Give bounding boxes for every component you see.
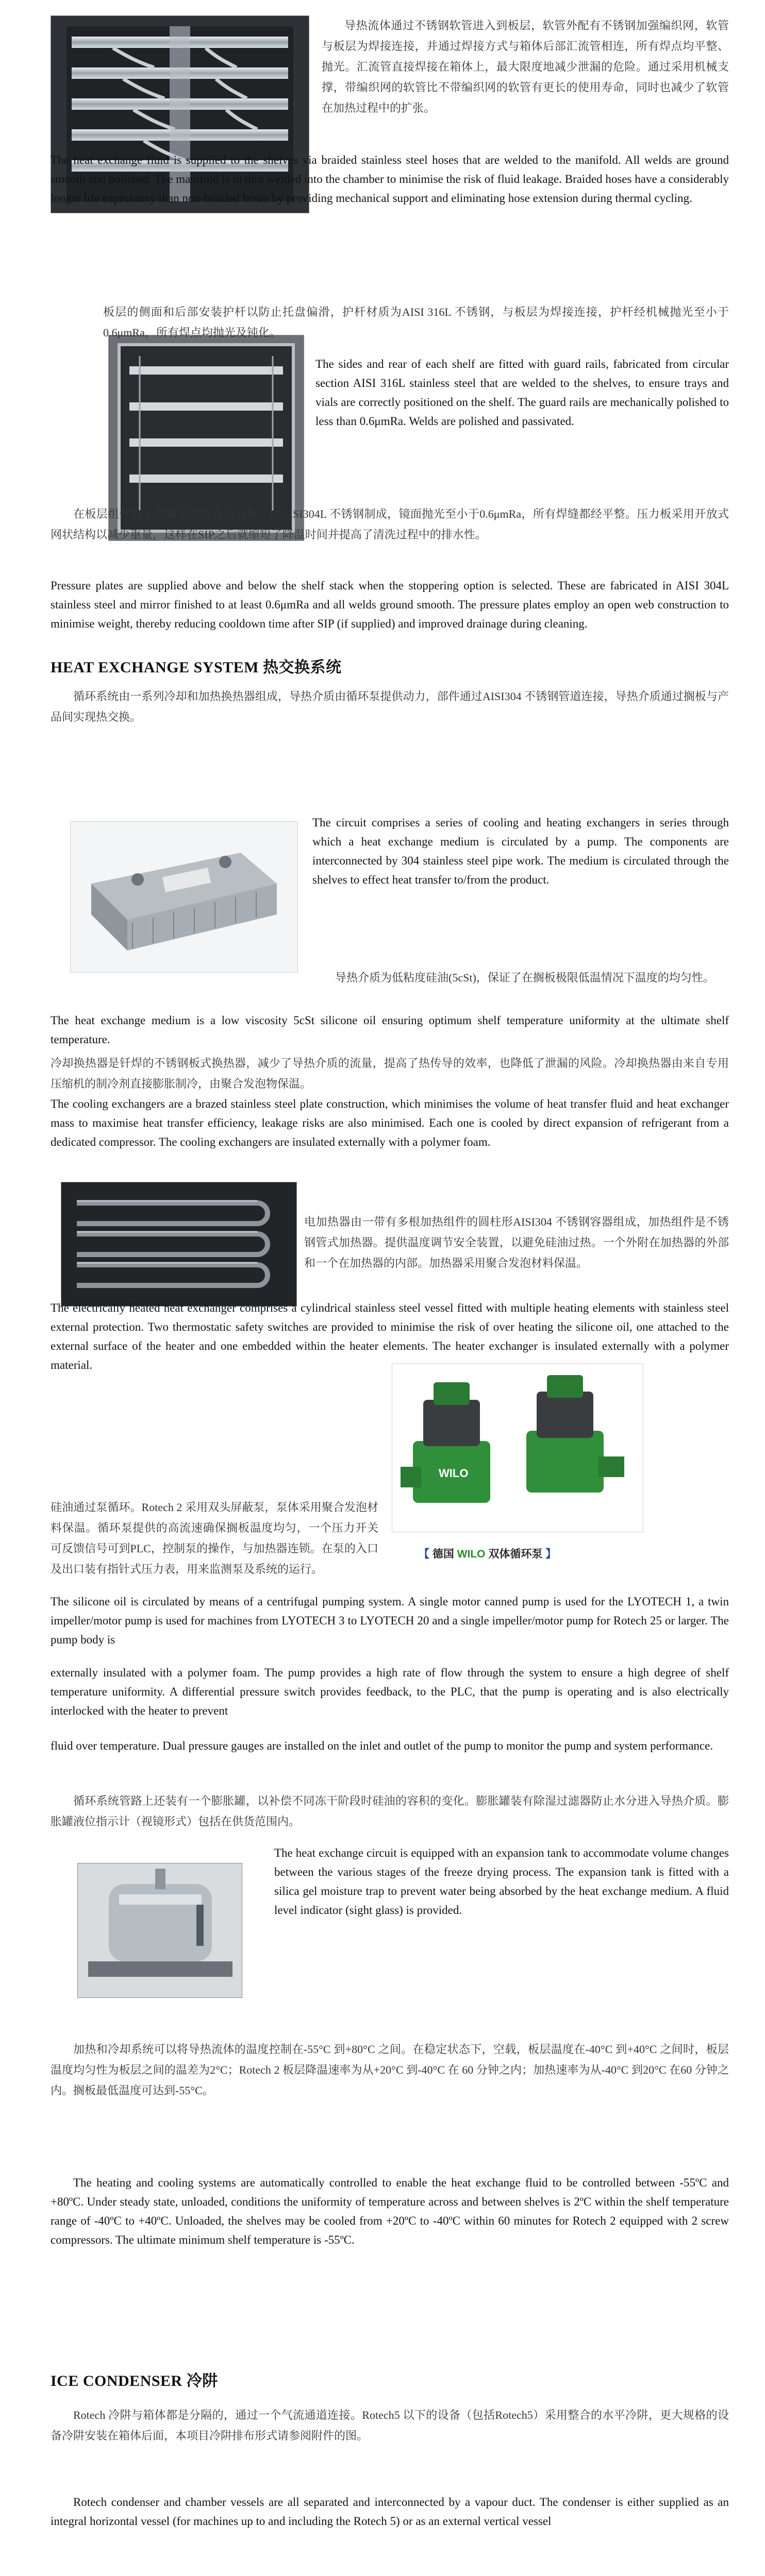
pump-en-paragraph-3: fluid over temperature. Dual pressure gauges are installed on the inlet and outlet of the pump to monitor the pump and system performance.: [51, 1739, 713, 1752]
medium-en-paragraph: The heat exchange medium is a low viscosity 5cSt silicone oil ensuring optimum shelf temperature uniformity at the ultimate shelf temperature.: [51, 1014, 729, 1046]
pump-caption-brand-zh: 德国: [432, 1548, 454, 1560]
heat-exchange-heading: HEAT EXCHANGE SYSTEM 热交换系统: [51, 659, 342, 676]
hoses-en-paragraph: The heat exchange fluid is supplied to the shelves via braided stainless steel hoses that are welded to the manifold. All welds are ground smooth and polished. The manifold is in turn welded into the chamber to minimise the risk of fluid leakage. Braided hoses have a considerably longer life expectancy than non-braided hoses by providing mechanical support and eliminating hose extension during thermal cycling.: [51, 154, 729, 205]
pump-caption-bracket-close: 】: [545, 1548, 557, 1560]
heater-zh-paragraph: 电加热器由一带有多根加热组件的圆柱形AISI304 不锈钢容器组成，加热组件是不锈钢管式加热器。提供温度调节安全装置，以避免硅油过热。一个外附在加热器的外部和一个在加热器的内部。加热器采用聚合发泡材料保温。: [304, 1215, 729, 1269]
hoses-zh-paragraph: 导热流体通过不锈钢软管进入到板层，软管外配有不锈钢加强编织网，软管与板层为焊接连接，并通过焊接方式与箱体后部汇流管相连，所有焊点均平整、抛光。汇流管直接焊接在箱体上，最大限度地减少泄漏的危险。通过采用机械支撑，带编织网的软管比不带编织网的软管有更长的使用寿命，同时也减少了软管在加热过程中的扩张。: [322, 19, 729, 114]
expansion-tank-photo: [77, 1863, 242, 1998]
pump-zh-paragraph: 硅油通过泵循环。Rotech 2 采用双头屏蔽泵，泵体采用聚合发泡材料保温。循环泵提供的高流速确保搁板温度均匀，一个压力开关可反馈信号可到PLC，控制泵的操作，与加热器连锁。在泵的入口及出口装有指针式压力表，用来监测泵及系统的运行。: [51, 1501, 378, 1575]
pump-illustration: [392, 1364, 643, 1532]
control-en-paragraph: The heating and cooling systems are automatically controlled to enable the heat exchange fluid to be controlled between -55ºC and +80ºC. Under steady state, unloaded, conditions the uniformity of temperature across and between shelves is 2ºC within the shelf temperature range of -40ºC to +40ºC. Unloaded, the shelves may be cooled from +20ºC to -40ºC within 60 minutes for Rotech 2 equipped with 2 screw compressors. The ultimate minimum shelf temperature is -55ºC.: [51, 2176, 729, 2246]
control-zh-paragraph: 加热和冷却系统可以将导热流体的温度控制在-55°C 到+80°C 之间。在稳定状态下，空载，板层温度在-40°C 到+40°C 之间时，板层温度均匀性为板层之间的温差为2°C；Rotech 2 板层降温速率为从+20°C 到-40°C 在 60 分钟之内；加热速率为从-40°C 到20°C 在60 分钟之内。搁板最低温度可达到-55°C。: [51, 2043, 729, 2097]
sides-en-paragraph: The sides and rear of each shelf are fitted with guard rails, fabricated from circular section AISI 316L stainless steel that are welded to the shelves, to ensure trays and vials are correctly positioned on the shelf. The guard rails are mechanically polished to less than 0.6μmRa. Welds are polished and passivated.: [315, 358, 729, 428]
wilo-pump-photo: [392, 1363, 643, 1532]
plate-exchanger-illustration: [71, 822, 297, 972]
pressure-en-paragraph: Pressure plates are supplied above and below the shelf stack when the stoppering option is selected. These are fabricated in AISI 304L stainless steel and mirror finished to at least 0.6μmRa and all welds ground smooth. The pressure plates employ an open web construction to minimise weight, thereby reducing cooldown time after SIP (if supplied) and improved drainage during cleaning.: [51, 579, 729, 630]
heater-illustration: [61, 1182, 296, 1306]
sides-zh-paragraph: 板层的侧面和后部安装护杆以防止托盘偏滑，护杆材质为AISI 316L 不锈钢，与板层为焊接连接，护杆经机械抛光至小于0.6μmRa，所有焊点均抛光及钝化。: [103, 306, 729, 339]
cooling-zh-paragraph: 冷却换热器是钎焊的不锈钢板式换热器，减少了导热介质的流量，提高了热传导的效率，也降低了泄漏的风险。冷却换热器由来自专用压缩机的制冷剂直接膨胀制冷，由聚合发泡物保温。: [51, 1057, 729, 1090]
cooling-en-paragraph: The cooling exchangers are a brazed stainless steel plate construction, which minimises the volume of heat transfer fluid and heat exchanger mass to maximise heat transfer efficiency, leakage risks are also minimised. Each one is cooled by direct expansion of refrigerant from a dedicated compressor. The cooling exchangers are insulated externally with a polymer foam.: [51, 1097, 729, 1148]
circuit-en-paragraph: The circuit comprises a series of cooling and heating exchangers in series through which a heat exchange medium is circulated by a pump. The components are interconnected by 304 stainless steel pipe work. The medium is circulated through the shelves to effect heat transfer to/from the product.: [312, 816, 729, 886]
condenser-en-paragraph: Rotech condenser and chamber vessels are all separated and interconnected by a vapour duct. The condenser is either supplied as an integral horizontal vessel (for machines up to and including the Rotech 5) or as an external vertical vessel: [51, 2496, 729, 2528]
ice-condenser-heading: ICE CONDENSER 冷阱: [51, 2372, 218, 2389]
heating-elements-photo: [61, 1182, 297, 1307]
plate-heat-exchanger-photo: [70, 821, 298, 973]
expansion-en-paragraph: The heat exchange circuit is equipped with an expansion tank to accommodate volume changes between the various stages of the freeze drying process. The expansion tank is fitted with a silica gel moisture trap to prevent water being absorbed by the heat exchange medium. A fluid level indicator (sight glass) is provided.: [274, 1846, 729, 1917]
expansion-zh-paragraph: 循环系统管路上还装有一个膨胀罐，以补偿不同冻干阶段时硅油的容积的变化。膨胀罐装有除湿过滤器防止水分进入导热介质。膨胀罐液位指示计（视镜形式）包括在供货范围内。: [51, 1794, 729, 1828]
pump-caption-brand: WILO: [457, 1548, 486, 1560]
heater-en-paragraph: The electrically heated heat exchanger comprises a cylindrical stainless steel vessel fitted with multiple heating elements with stainless steel external protection. Two thermostatic safety switches are provided to minimise the risk of over heating the silicone oil, one attached to the external surface of the heater and one embedded within the heater elements. The heater exchanger is insulated externally with a polymer material.: [51, 1301, 729, 1371]
expansion-tank-illustration: [78, 1863, 242, 1997]
pressure-zh-paragraph: 在板层组件的上部和下部装有压力板，由AISI304L 不锈钢制成，镜面抛光至小于0.6μmRa，所有焊缝都经平整。压力板采用开放式网状结构以减少重量，这样在SIP之后就缩短了降温时间并提高了清洗过程中的排水性。: [51, 507, 729, 541]
condenser-zh-paragraph: Rotech 冷阱与箱体都是分隔的，通过一个气流通道连接。Rotech5 以下的设备（包括Rotech5）采用整合的水平冷阱，更大规格的设备冷阱安装在箱体后面，本项目冷阱排布形式请参阅附件的图。: [51, 2409, 729, 2442]
pump-en-paragraph-1: The silicone oil is circulated by means of a centrifugal pumping system. A single motor canned pump is used for the LYOTECH 1, a twin impeller/motor pump is used for machines from LYOTECH 3 to LYOTECH 20 and a single impeller/motor pump for Rotech 25 or larger. The pump body is: [51, 1595, 729, 1646]
circuit-zh-paragraph: 循环系统由一系列冷却和加热换热器组成，导热介质由循环泵提供动力，部件通过AISI304 不锈钢管道连接，导热介质通过搁板与产品间实现热交换。: [51, 690, 729, 723]
medium-zh-paragraph: 导热介质为低粘度硅油(5cSt)，保证了在搁板极限低温情况下温度的均匀性。: [335, 971, 714, 984]
pump-caption-text: 双体循环泵: [488, 1548, 543, 1560]
svg-text:WILO: WILO: [439, 1467, 469, 1480]
pump-en-paragraph-2: externally insulated with a polymer foam. The pump provides a high rate of flow through the system to ensure a high degree of shelf temperature uniformity. A differential pressure switch provides feedback, to the PLC, that the pump is operating and is also electrically interlocked with the heater to prevent: [51, 1666, 729, 1717]
pump-caption: [419, 1546, 556, 1561]
pump-caption-bracket-open: 【: [419, 1548, 429, 1560]
